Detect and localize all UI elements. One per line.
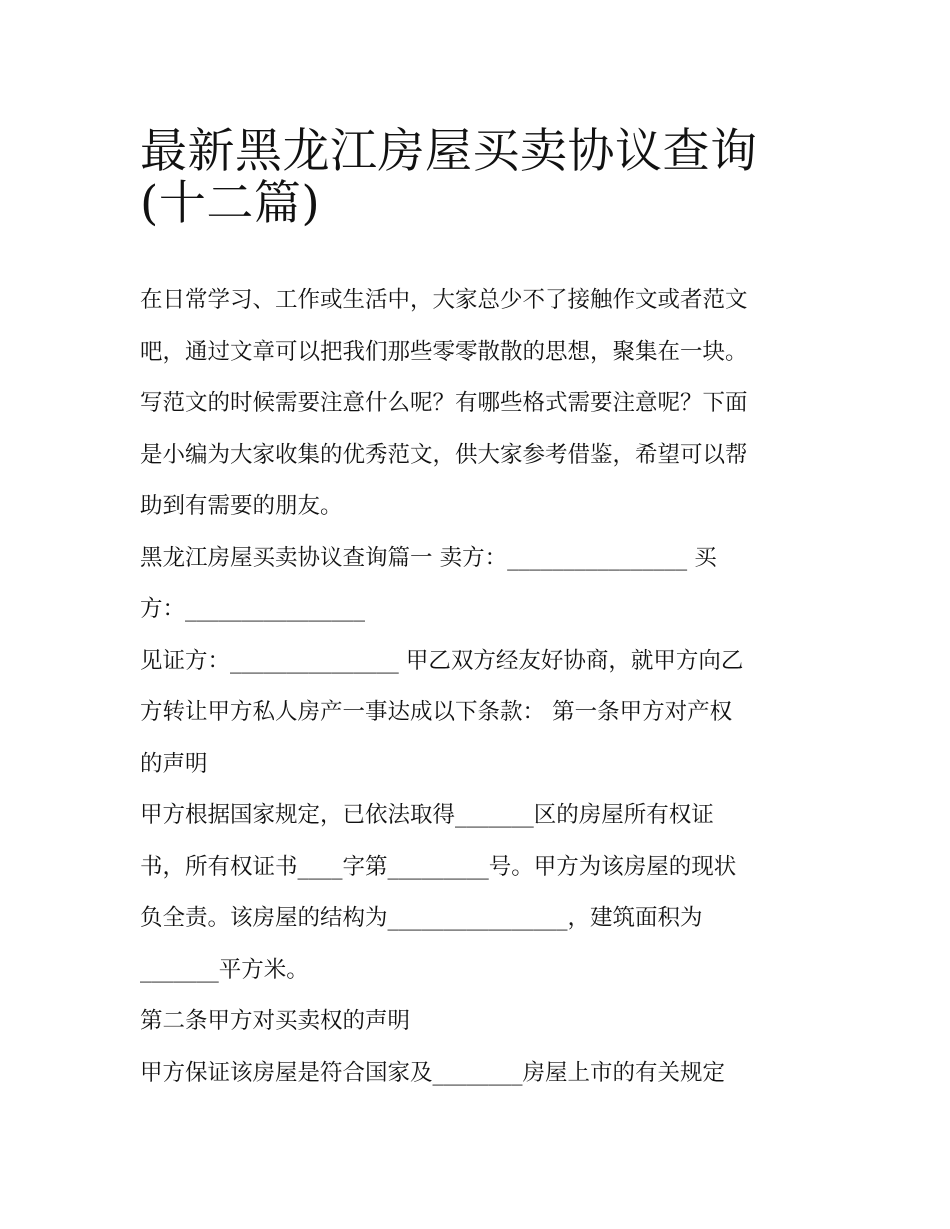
body-line: 在日常学习、工作或生活中，大家总少不了接触作文或者范文 <box>140 287 748 313</box>
title-line-1: 最新黑龙江房屋买卖协议查询 <box>140 124 758 179</box>
body-line: 见证方：_______________ 甲乙双方经友好协商，就甲方向乙 <box>140 647 744 674</box>
body-line: 黑龙江房屋买卖协议查询篇一 卖方：________________ 买 <box>140 544 717 571</box>
title-line-2: (十二篇) <box>140 175 321 231</box>
body-line: 第二条甲方对买卖权的声明 <box>140 1008 411 1034</box>
body-line: 吧，通过文章可以把我们那些零零散散的思想，聚集在一块。 <box>140 338 748 365</box>
body-line: 书，所有权证书____字第_________号。甲方为该房屋的现状 <box>140 853 737 880</box>
body-line: 甲方根据国家规定，已依法取得_______区的房屋所有权证 <box>140 802 714 828</box>
body-line: 方转让甲方私人房产一事达成以下条款： 第一条甲方对产权 <box>140 699 733 725</box>
body-line: _______平方米。 <box>140 956 309 983</box>
body-line: 写范文的时候需要注意什么呢？有哪些格式需要注意呢？下面 <box>140 390 748 416</box>
document-body <box>140 275 820 1099</box>
body-line: 甲方保证该房屋是符合国家及________房屋上市的有关规定 <box>140 1059 726 1086</box>
body-line: 是小编为大家收集的优秀范文，供大家参考借鉴，希望可以帮 <box>140 441 748 468</box>
body-line: 方：________________ <box>140 596 366 622</box>
body-line: 的声明 <box>140 750 208 777</box>
body-line: 助到有需要的朋友。 <box>140 493 343 519</box>
body-line: 负全责。该房屋的结构为________________，建筑面积为 <box>140 905 703 931</box>
document-title <box>140 112 820 231</box>
